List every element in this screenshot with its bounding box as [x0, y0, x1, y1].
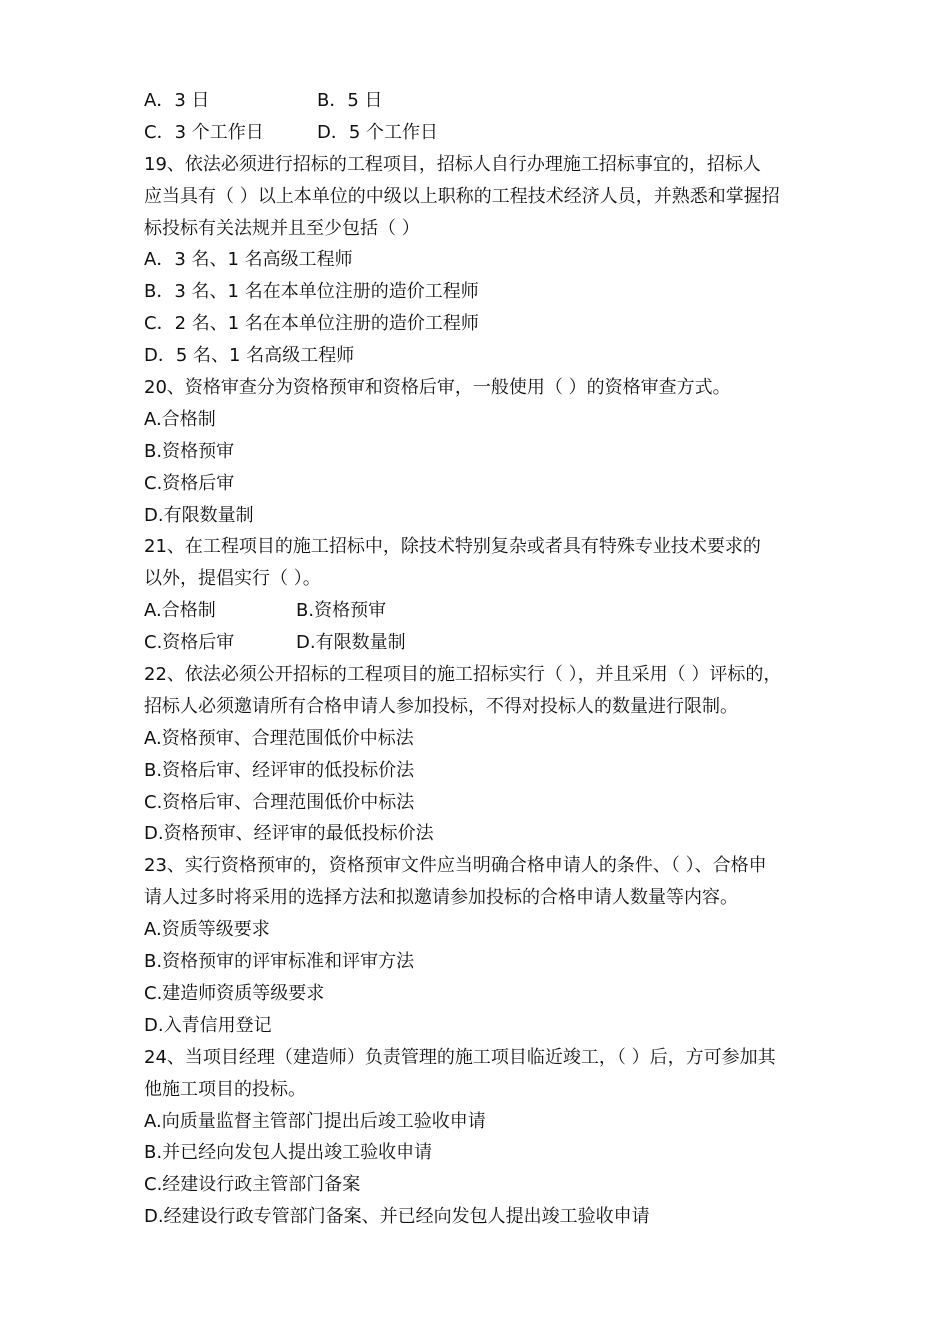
q23-option-d: D.入青信用登记	[144, 1014, 272, 1036]
q19-option-d: D．5 名、1 名高级工程师	[144, 345, 355, 367]
q18-option-d: D．5 个工作日	[317, 121, 439, 143]
q21-options-row-1	[144, 595, 814, 627]
q18-options-row-2	[144, 117, 814, 149]
q18-option-c: C．3 个工作日	[144, 121, 264, 143]
q20-option-d: D.有限数量制	[144, 504, 254, 526]
q18-option-a: A．3 日	[144, 90, 210, 111]
q22-option-c: C.资格后审、合理范围低价中标法	[144, 791, 415, 813]
q24-stem-line-1: 24、当项目经理（建造师）负责管理的施工项目临近竣工，（ ）后，方可参加其	[144, 1046, 776, 1068]
q21-option-b: B.资格预审	[296, 600, 387, 622]
q18-options-row-1	[144, 85, 814, 117]
q21-option-c: C.资格后审	[144, 632, 235, 654]
q19-stem-line-3: 标投标有关法规并且至少包括（ ）	[144, 217, 420, 239]
document-page	[144, 85, 814, 1233]
q22-option-d: D.资格预审、经评审的最低投标价法	[144, 823, 434, 845]
q19-stem-line-1: 19、依法必须进行招标的工程项目，招标人自行办理施工招标事宜的，招标人	[144, 153, 761, 175]
q23-option-a: A.资质等级要求	[144, 919, 270, 941]
q24-option-b: B.并已经向发包人提出竣工验收申请	[144, 1142, 433, 1164]
q24-option-d: D.经建设行政专管部门备案、并已经向发包人提出竣工验收申请	[144, 1206, 650, 1228]
q23-option-b: B.资格预审的评审标准和评审方法	[144, 951, 415, 973]
q19-option-a: A．3 名、1 名高级工程师	[144, 249, 353, 271]
q22-option-b: B.资格后审、经评审的低投标价法	[144, 759, 415, 781]
q22-option-a: A.资格预审、合理范围低价中标法	[144, 727, 414, 749]
q21-option-d: D.有限数量制	[296, 632, 406, 654]
q23-stem-line-2: 请人过多时将采用的选择方法和拟邀请参加投标的合格申请人数量等内容。	[144, 887, 738, 909]
q20-stem-line-1: 20、资格审查分为资格预审和资格后审，一般使用（ ）的资格审查方式。	[144, 377, 731, 399]
q21-option-a: A.合格制	[144, 600, 216, 622]
q24-stem-line-2: 他施工项目的投标。	[144, 1078, 306, 1100]
q22-stem-line-1: 22、依法必须公开招标的工程项目的施工招标实行（ ），并且采用（ ）评标的，	[144, 664, 782, 686]
q23-option-c: C.建造师资质等级要求	[144, 982, 325, 1004]
q22-stem-line-2: 招标人必须邀请所有合格申请人参加投标，不得对投标人的数量进行限制。	[144, 695, 738, 717]
q21-options-row-2	[144, 627, 814, 659]
q19-option-b: B．3 名、1 名在本单位注册的造价工程师	[144, 281, 479, 303]
q20-option-c: C.资格后审	[144, 472, 235, 494]
q24-option-c: C.经建设行政主管部门备案	[144, 1174, 361, 1196]
q20-option-b: B.资格预审	[144, 440, 235, 462]
q23-stem-line-1: 23、实行资格预审的，资格预审文件应当明确合格申请人的条件、（ ）、合格申	[144, 855, 767, 877]
q18-option-b: B．5 日	[317, 90, 383, 111]
q21-stem-line-1: 21、在工程项目的施工招标中，除技术特别复杂或者具有特殊专业技术要求的	[144, 536, 761, 558]
q19-option-c: C．2 名、1 名在本单位注册的造价工程师	[144, 313, 479, 335]
q24-option-a: A.向质量监督主管部门提出后竣工验收申请	[144, 1110, 486, 1132]
q21-stem-line-2: 以外，提倡实行（ ）。	[144, 568, 321, 590]
q19-stem-line-2: 应当具有（ ）以上本单位的中级以上职称的工程技术经济人员，并熟悉和掌握招	[144, 185, 780, 207]
q20-option-a: A.合格制	[144, 408, 216, 430]
